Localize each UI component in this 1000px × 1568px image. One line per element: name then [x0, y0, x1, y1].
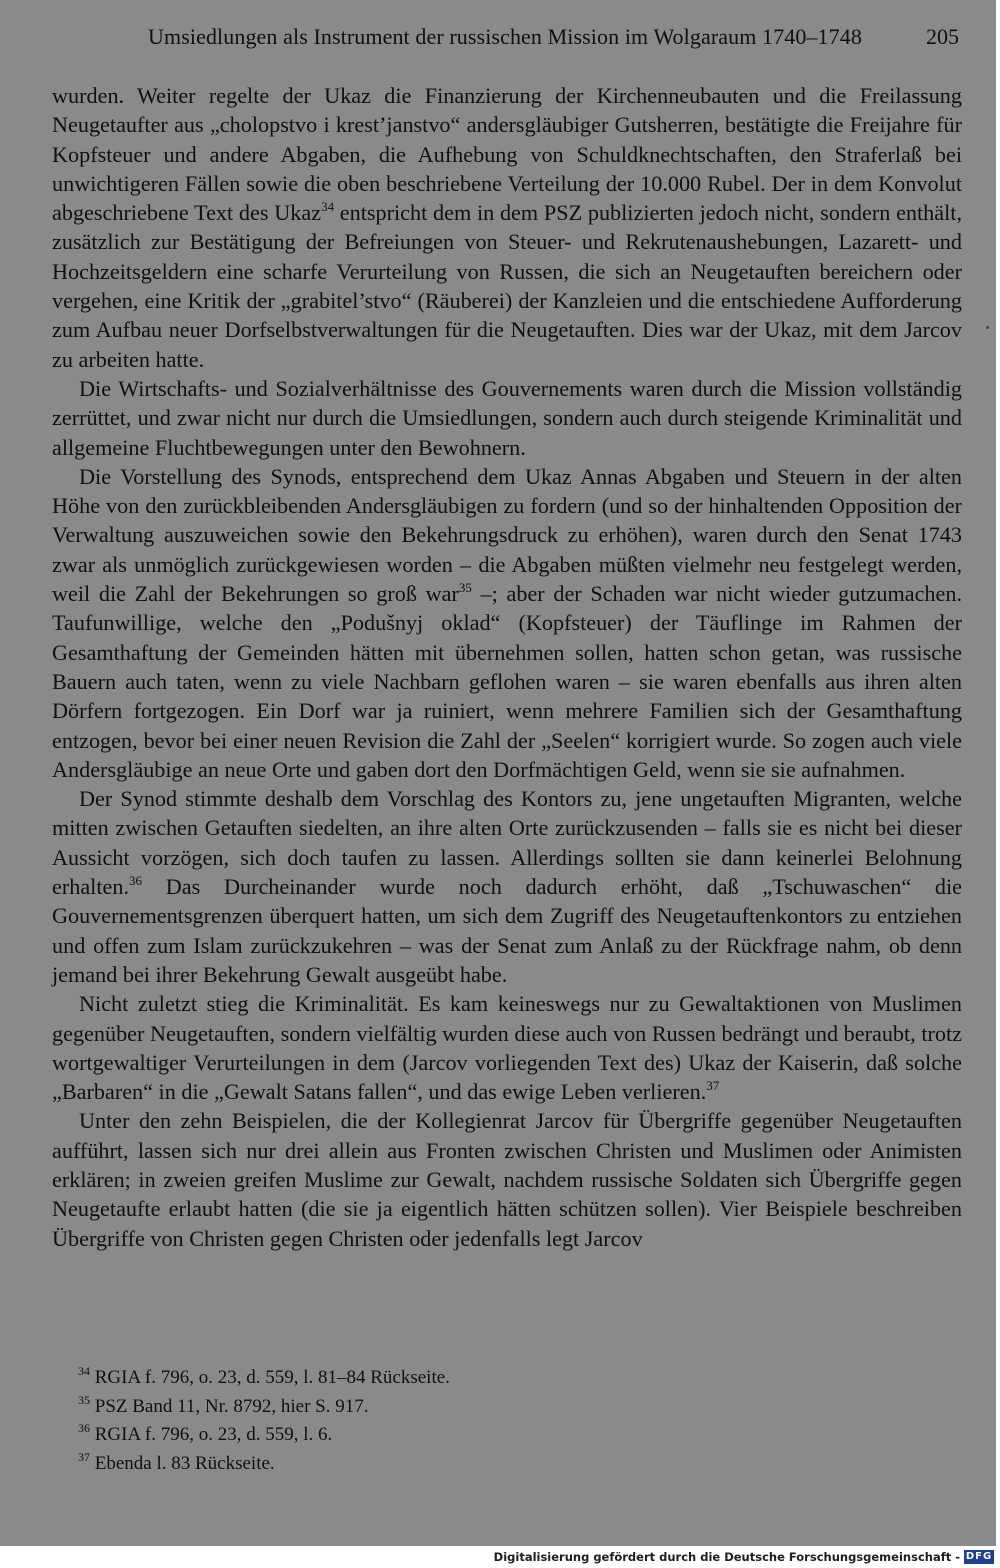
paragraph-text: Die Vorstellung des Synods, entsprechend dem Ukaz Annas Abgaben und Steuern in der alten Höhe von den zurückbleibenden Andersgläubigen zu fordern (und so der hinhaltenden Opposition der Verwaltung auszuweichen sowie den Bekehrungsdruck zu erhöhen), waren durch den Senat 1743 zwar als unmöglich zurückgewiesen worden – die Abgaben müßten vielmehr neu festgelegt werden, weil die Zahl der Bekehrungen so groß war [52, 463, 962, 607]
footnote [78, 1421, 778, 1450]
body-text [52, 81, 962, 1253]
footnote-number: 34 [78, 1364, 90, 1378]
paragraph-text: wurden. Weiter regelte der Ukaz die Finanzierung der Kirchenneubauten und die Freilassung Neugetaufter aus „cholopstvo i krest’janstvo“ andersgläubiger Gutsherren, bestätigte die Freijahre für Kopfsteuer und andere Abgaben, die Aufhebung von Schuldknechtschaften, den Straferlaß bei unwichtigeren Fällen sowie die oben beschriebene Verteilung der 10.000 Rubel. Der in dem Konvolut abgeschriebene Text des Ukaz [52, 83, 962, 226]
footnote-number: 36 [78, 1421, 90, 1435]
paragraph [52, 989, 962, 1106]
footnote [78, 1450, 778, 1479]
footnote-number: 37 [78, 1449, 90, 1464]
footnote-text: RGIA f. 796, o. 23, d. 559, l. 81–84 Rückseite. [90, 1367, 450, 1388]
page-number: 205 [926, 24, 959, 49]
digitization-footer [0, 1546, 1000, 1568]
paragraph [52, 81, 962, 374]
footnote-reference[interactable]: 34 [321, 199, 335, 215]
footnote-text: PSZ Band 11, Nr. 8792, hier S. 917. [90, 1395, 369, 1417]
footnote-reference[interactable]: 37 [706, 1078, 720, 1094]
paragraph-text: Unter den zehn Beispielen, die der Kollegienrat Jarcov für Übergriffe gegenüber Neugetauften aufführt, lassen sich nur drei allein aus Fronten zwischen Christen und Muslimen oder Animisten erklären; in zweien greifen Muslime zur Gewalt, nachdem russische Soldaten sich Übergriffe gegen Neugetaufte erlaubt hatten (die sie ja eigentlich hätten schützen sollen). Vier Beispiele beschreiben Übergriffe von Christen gegen Christen oder jedenfalls legt Jarcov [52, 1108, 962, 1251]
running-head-title: Umsiedlungen als Instrument der russischen Mission im Wolgaraum 1740–1748 [148, 24, 862, 49]
footnotes [78, 1364, 778, 1478]
paragraph [52, 784, 962, 989]
paragraph-text: entspricht dem in dem PSZ publizierten jedoch nicht, sondern enthält, zusätzlich zur Bestätigung der Befreiungen von Steuer- und Rekrutenaushebungen, Lazarett- und Hochzeitsgeldern eine scharfe Verurteilung von Russen, die sich an Neugetauften bereichern oder vergehen, eine Kritik der „grabitel’stvo“ (Räuberei) der Kanzleien und die entschiedene Aufforderung zum Aufbau neuer Dorfselbstverwaltungen für die Neugetauften. Dies war der Ukaz, mit dem Jarcov zu arbeiten hatte. [52, 200, 963, 372]
footnote [78, 1393, 778, 1422]
paragraph [52, 462, 962, 784]
paragraph [52, 1106, 962, 1252]
dfg-credit: Digitalisierung gefördert durch die Deutsche Forschungsgemeinschaft - [493, 1550, 960, 1564]
footnote-reference[interactable]: 36 [129, 873, 142, 889]
dfg-logo-icon: DFG [965, 1551, 993, 1562]
footnote-text: Ebenda l. 83 Rückseite. [90, 1452, 275, 1474]
paragraph-text: Das Durcheinander wurde noch dadurch erhöht, daß „Tschuwaschen“ die Gouvernementsgrenzen überquert hatten, um sich dem Zugriff des Neugetauftenkontors zu entziehen und offen zum Islam zurückzukehren – was der Senat zum Anlaß zu der Rückfrage nahm, ob denn jemand bei ihrer Bekehrung Gewalt ausgeübt habe. [52, 874, 962, 987]
footnote-number: 35 [78, 1392, 90, 1407]
paragraph-text: –; aber der Schaden war nicht wieder gutzumachen. Taufunwillige, welche den „Podušnyj oklad“ (Kopfsteuer) der Täuflinge im Rahmen der Gesamthaftung der Gemeinden hätten mit übernehmen sollen, hatten schon getan, was russische Bauern auch taten, wenn zu viele Nachbarn geflohen waren – sie waren ebenfalls aus ihren alten Dörfern fortgezogen. Ein Dorf war ja ruiniert, wenn mehrere Familien sich der Gesamthaftung entzogen, bevor bei einer neuen Revision die Zahl der „Seelen“ korrigiert wurde. So zogen auch viele Andersgläubige an neue Orte und gaben dort den Dorfmächtigen Geld, wenn sie sie aufnahmen. [52, 581, 963, 782]
footnote [78, 1364, 778, 1393]
paragraph-text: Die Wirtschafts- und Sozialverhältnisse des Gouvernements waren durch die Mission vollständig zerrüttet, und zwar nicht nur durch die Umsiedlungen, sondern auch durch steigende Kriminalität und allgemeine Fluchtbewegungen unter den Bewohnern. [52, 375, 962, 460]
paragraph-text: Nicht zuletzt stieg die Kriminalität. Es kam keineswegs nur zu Gewaltaktionen von Muslimen gegenüber Neugetauften, sondern vielfältig wurden diese auch von Russen bedrängt und beraubt, trotz wortgewaltiger Verurteilungen in dem (Jarcov vorliegenden Text des) Ukaz der Kaiserin, daß solche „Barbaren“ in die „Gewalt Satans fallen“, und das ewige Leben verlieren. [52, 991, 962, 1105]
footnote-text: RGIA f. 796, o. 23, d. 559, l. 6. [90, 1424, 333, 1445]
paragraph-text: Der Synod stimmte deshalb dem Vorschlag des Kontors zu, jene ungetauften Migranten, welche mitten zwischen Getauften siedelten, an ihre alten Orte zurückzusenden – falls sie es nicht bei dieser Aussicht vorzögen, sich doch taufen zu lassen. Allerdings sollten sie dann keinerlei Belohnung erhalten. [52, 786, 962, 900]
scan-speck [986, 326, 989, 329]
paragraph [52, 374, 962, 462]
footnote-reference[interactable]: 35 [458, 580, 472, 596]
